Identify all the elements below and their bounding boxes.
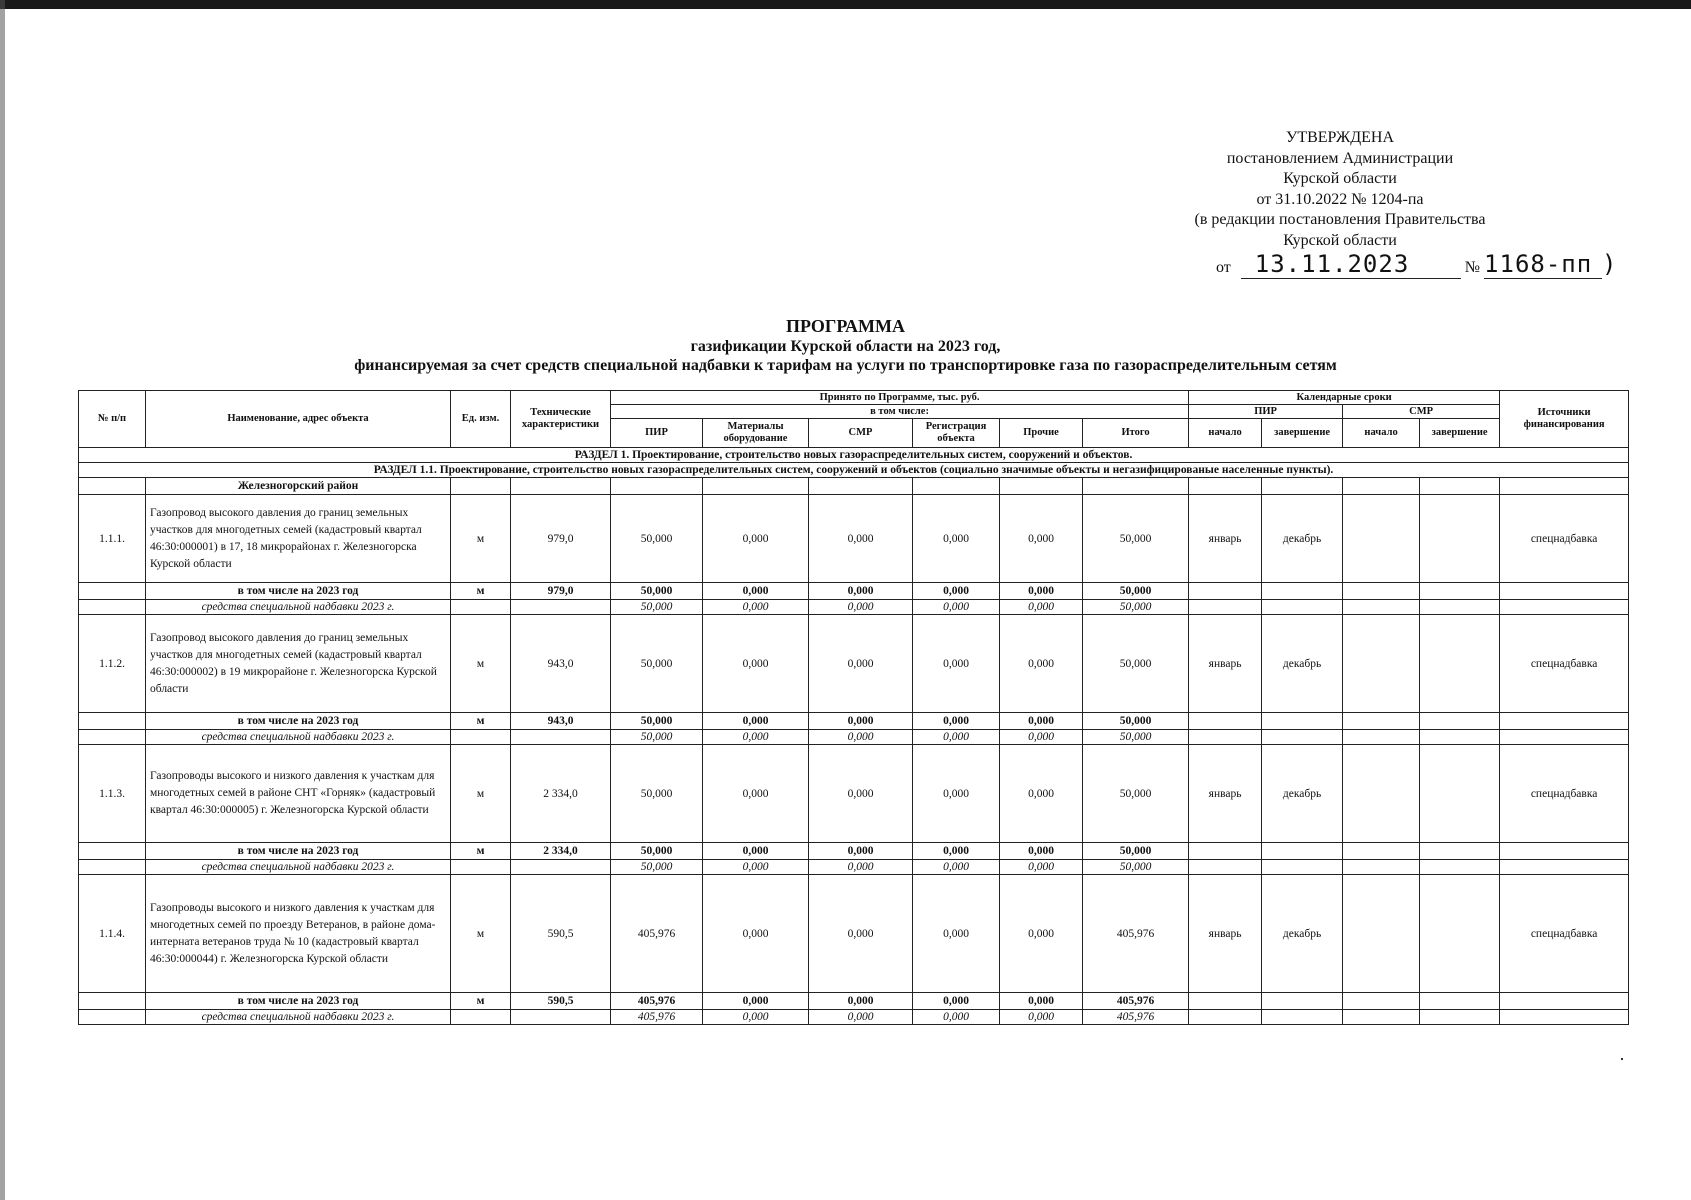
header-unit: Ед. изм. [451,391,511,448]
item-smr: 0,000 [809,875,913,993]
subtotal-row [79,843,1629,860]
funding-row [79,730,1629,745]
subtotal-tech: 2 334,0 [511,843,611,860]
header-other: Прочие [1000,419,1083,448]
subtotal-label: в том числе на 2023 год [146,713,451,730]
items-body [79,495,1629,1025]
item-name: Газопроводы высокого и низкого давления к участкам для многодетных семей по проезду Ветеранов, в районе дома-интерната ветеранов труда № 10 (кадастровый квартал 46:30:000044) г. Железногорска Курской области [146,875,451,993]
item-end2 [1420,495,1500,583]
item-reg: 0,000 [913,875,1000,993]
item-unit: м [451,745,511,843]
subtotal-tech: 979,0 [511,583,611,600]
item-start: январь [1189,745,1262,843]
subtotal-tech: 943,0 [511,713,611,730]
subtotal-value: 405,976 [611,993,703,1010]
funding-value: 0,000 [703,1010,809,1025]
approval-line: (в редакции постановления Правительства [1194,211,1486,228]
item-other: 0,000 [1000,495,1083,583]
header-materials: Материалы оборудование [703,419,809,448]
item-unit: м [451,875,511,993]
item-source: спецнадбавка [1500,875,1629,993]
header-smr: СМР [809,419,913,448]
item-start2 [1343,495,1420,583]
close-paren: ) [1602,250,1618,278]
subtotal-value: 50,000 [611,843,703,860]
item-other: 0,000 [1000,615,1083,713]
subtotal-value: 0,000 [703,713,809,730]
item-mat: 0,000 [703,615,809,713]
subtotal-value: 0,000 [913,993,1000,1010]
item-smr: 0,000 [809,615,913,713]
table-row [79,875,1629,993]
item-total: 50,000 [1083,615,1189,713]
funding-row [79,600,1629,615]
funding-label: средства специальной надбавки 2023 г. [146,600,451,615]
item-source: спецнадбавка [1500,745,1629,843]
district-name: Железногорский район [146,478,451,495]
funding-value: 0,000 [1000,860,1083,875]
subtotal-tech: 590,5 [511,993,611,1010]
approval-line: УТВЕРЖДЕНА [1285,129,1394,146]
item-end2 [1420,615,1500,713]
funding-value: 405,976 [1083,1010,1189,1025]
item-source: спецнадбавка [1500,615,1629,713]
funding-value: 50,000 [611,860,703,875]
header-start: начало [1189,419,1262,448]
table-row [79,495,1629,583]
item-source: спецнадбавка [1500,495,1629,583]
section-1-title: РАЗДЕЛ 1. Проектирование, строительство новых газораспределительных систем, сооружений и объектов. [79,448,1629,463]
item-num: 1.1.3. [79,745,146,843]
subtotal-value: 0,000 [703,583,809,600]
subtotal-row [79,713,1629,730]
header-end2: завершение [1420,419,1500,448]
header-start2: начало [1343,419,1420,448]
subtotal-label: в том числе на 2023 год [146,583,451,600]
approval-line: постановлением Администрации [1226,149,1454,167]
document-subtitle-2: финансируемая за счет средств специальной надбавки к тарифам на услуги по транспортировке газа по газораспределительным сетям [354,357,1337,374]
subtotal-value: 50,000 [1083,843,1189,860]
subtotal-label: в том числе на 2023 год [146,843,451,860]
approval-line: от 31.10.2022 № 1204-па [1256,190,1424,208]
table-row [79,745,1629,843]
subtotal-value: 50,000 [611,583,703,600]
item-tech: 2 334,0 [511,745,611,843]
subtotal-value: 50,000 [1083,713,1189,730]
item-start2 [1343,875,1420,993]
header-registration: Регистрация объекта [913,419,1000,448]
subtotal-value: 0,000 [809,583,913,600]
approval-number: 1168-пп [1484,250,1593,278]
subtotal-value: 405,976 [1083,993,1189,1010]
funding-value: 0,000 [1000,1010,1083,1025]
header-calendar: Календарные сроки [1189,391,1500,405]
item-num: 1.1.1. [79,495,146,583]
item-reg: 0,000 [913,615,1000,713]
funding-value: 0,000 [809,860,913,875]
subtotal-value: 0,000 [703,993,809,1010]
subtotal-value: 0,000 [809,713,913,730]
funding-row [79,1010,1629,1025]
item-num: 1.1.4. [79,875,146,993]
table-row [79,615,1629,713]
item-mat: 0,000 [703,745,809,843]
funding-value: 0,000 [913,860,1000,875]
item-pir: 50,000 [611,615,703,713]
funding-value: 50,000 [1083,860,1189,875]
program-table [78,390,1629,1025]
subtotal-value: 0,000 [809,843,913,860]
funding-label: средства специальной надбавки 2023 г. [146,860,451,875]
subtotal-value: 50,000 [1083,583,1189,600]
header-total: Итого [1083,419,1189,448]
funding-value: 0,000 [913,600,1000,615]
header-accepted: Принято по Программе, тыс. руб. [611,391,1189,405]
item-total: 50,000 [1083,745,1189,843]
subtotal-row [79,583,1629,600]
funding-value: 0,000 [913,1010,1000,1025]
funding-value: 50,000 [611,730,703,745]
scan-left-edge [0,0,5,1200]
subtotal-value: 0,000 [1000,843,1083,860]
subtotal-unit: м [451,713,511,730]
subtotal-value: 0,000 [913,843,1000,860]
item-other: 0,000 [1000,875,1083,993]
subtotal-unit: м [451,583,511,600]
item-other: 0,000 [1000,745,1083,843]
subtotal-unit: м [451,843,511,860]
item-pir: 50,000 [611,495,703,583]
item-name: Газопровод высокого давления до границ земельных участков для многодетных семей (кадастровый квартал 46:30:000001) в 17, 18 микрорайонах г. Железногорска Курской области [146,495,451,583]
item-pir: 50,000 [611,745,703,843]
subtotal-value: 0,000 [809,993,913,1010]
funding-value: 50,000 [1083,600,1189,615]
item-name: Газопровод высокого давления до границ земельных участков для многодетных семей (кадастровый квартал 46:30:000002) в 19 микрорайоне г. Железногорска Курской области [146,615,451,713]
header-pir: ПИР [611,419,703,448]
item-total: 405,976 [1083,875,1189,993]
item-mat: 0,000 [703,495,809,583]
funding-value: 0,000 [703,730,809,745]
header-tech: Технические характеристики [511,391,611,448]
approval-date: 13.11.2023 [1254,250,1410,278]
funding-value: 0,000 [1000,730,1083,745]
item-end: декабрь [1262,745,1343,843]
funding-value: 50,000 [1083,730,1189,745]
item-unit: м [451,615,511,713]
item-start2 [1343,745,1420,843]
item-tech: 943,0 [511,615,611,713]
funding-value: 0,000 [913,730,1000,745]
funding-value: 0,000 [703,860,809,875]
funding-label: средства специальной надбавки 2023 г. [146,730,451,745]
item-start: январь [1189,615,1262,713]
funding-value: 50,000 [611,600,703,615]
item-name: Газопроводы высокого и низкого давления к участкам для многодетных семей в районе СНТ «Горняк» (кадастровый квартал 46:30:000005) г. Железногорска Курской области [146,745,451,843]
funding-value: 0,000 [703,600,809,615]
from-label: от [1216,259,1231,276]
approval-stamp [1180,128,1500,251]
subtotal-value: 50,000 [611,713,703,730]
item-start: январь [1189,875,1262,993]
item-total: 50,000 [1083,495,1189,583]
funding-label: средства специальной надбавки 2023 г. [146,1010,451,1025]
subtotal-value: 0,000 [1000,993,1083,1010]
approval-line: Курской области [1283,231,1397,249]
funding-value: 0,000 [809,600,913,615]
subtotal-value: 0,000 [913,583,1000,600]
number-label: № [1464,259,1481,276]
funding-value: 0,000 [1000,600,1083,615]
item-end: декабрь [1262,495,1343,583]
item-num: 1.1.2. [79,615,146,713]
funding-value: 405,976 [611,1010,703,1025]
item-smr: 0,000 [809,495,913,583]
item-end: декабрь [1262,615,1343,713]
subtotal-value: 0,000 [1000,583,1083,600]
section-1-1-title: РАЗДЕЛ 1.1. Проектирование, строительство новых газораспределительных систем, сооружений и объектов (социально значимые объекты и негазифицированые населенные пункты). [79,463,1629,478]
funding-value: 0,000 [809,730,913,745]
subtotal-value: 0,000 [703,843,809,860]
scan-top-border [0,0,1691,9]
header-cal-pir: ПИР [1189,405,1343,419]
item-end: декабрь [1262,875,1343,993]
item-smr: 0,000 [809,745,913,843]
document-title: ПРОГРАММА [785,316,905,336]
item-end2 [1420,745,1500,843]
item-end2 [1420,875,1500,993]
subtotal-unit: м [451,993,511,1010]
approval-date-line [1216,250,1618,284]
item-unit: м [451,495,511,583]
item-reg: 0,000 [913,745,1000,843]
item-mat: 0,000 [703,875,809,993]
item-tech: 590,5 [511,875,611,993]
item-tech: 979,0 [511,495,611,583]
document-subtitle: газификации Курской области на 2023 год, [690,338,1001,355]
subtotal-value: 0,000 [913,713,1000,730]
item-start: январь [1189,495,1262,583]
header-sources: Источники финансирования [1500,391,1629,448]
approval-line: Курской области [1283,170,1397,187]
header-cal-smr: СМР [1343,405,1500,419]
header-end: завершение [1262,419,1343,448]
subtotal-row [79,993,1629,1010]
item-reg: 0,000 [913,495,1000,583]
subtotal-value: 0,000 [1000,713,1083,730]
item-start2 [1343,615,1420,713]
header-num: № п/п [79,391,146,448]
header-name: Наименование, адрес объекта [146,391,451,448]
scan-speck [1621,1058,1623,1060]
funding-value: 0,000 [809,1010,913,1025]
funding-row [79,860,1629,875]
subtotal-label: в том числе на 2023 год [146,993,451,1010]
header-including: в том числе: [611,405,1189,419]
item-pir: 405,976 [611,875,703,993]
